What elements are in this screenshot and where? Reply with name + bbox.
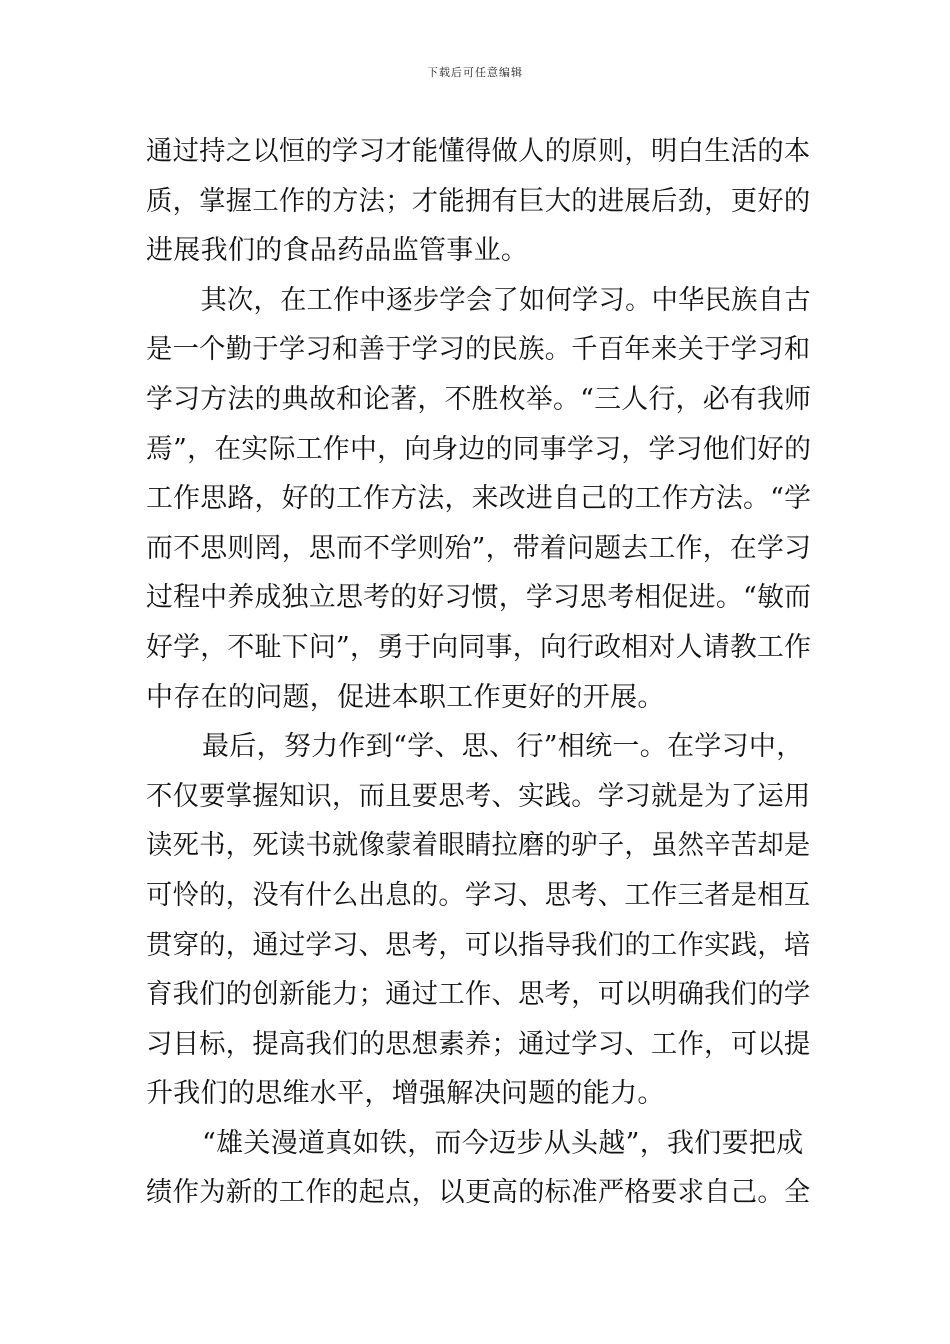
text-line: 而不思则罔，思而不学则殆”，带着问题去工作，在学习 — [146, 532, 812, 564]
text-line: 焉”，在实际工作中，向身边的同事学习，学习他们好的 — [146, 433, 812, 465]
document-body — [146, 127, 811, 1218]
text-line: 绩作为新的工作的起点，以更高的标准严格要求自己。全 — [146, 1177, 811, 1209]
text-line: 通过持之以恒的学习才能懂得做人的原则，明白生活的本 — [146, 136, 811, 167]
text-line: 升我们的思维水平，增强解决问题的能力。 — [146, 1078, 665, 1110]
text-line: 贯穿的，通过学习、思考，可以指导我们的工作实践，培 — [146, 929, 811, 961]
text-line: 是一个勤于学习和善于学习的民族。千百年来关于学习和 — [146, 334, 811, 366]
text-line: 学习方法的典故和论著，不胜枚举。“三人行，必有我师 — [146, 383, 812, 415]
text-line: 中存在的问题，促进本职工作更好的开展。 — [146, 681, 665, 713]
text-line: 进展我们的食品药品监管事业。 — [146, 235, 529, 267]
text-line: 习目标，提高我们的思想素养；通过学习、工作，可以提 — [146, 1028, 811, 1060]
text-line: 育我们的创新能力；通过工作、思考，可以明确我们的学 — [146, 979, 811, 1011]
text-line: 质，掌握工作的方法；才能拥有巨大的进展后劲，更好的 — [146, 185, 811, 217]
text-line: 不仅要掌握知识，而且要思考、实践。学习就是为了运用 — [146, 780, 811, 812]
text-line: 好学，不耻下问”，勇于向同事，向行政相对人请教工作 — [146, 631, 812, 663]
text-line: 其次，在工作中逐步学会了如何学习。中华民族自古 — [200, 284, 811, 316]
text-line: 可怜的，没有什么出息的。学习、思考、工作三者是相互 — [146, 879, 811, 911]
text-line: 过程中养成独立思考的好习惯，学习思考相促进。“敏而 — [146, 582, 812, 614]
text-line: 工作思路，好的工作方法，来改进自己的工作方法。“学 — [146, 483, 812, 515]
text-line: 最后，努力作到“学、思、行”相统一。在学习中， — [202, 731, 804, 763]
text-line: “雄关漫道真如铁，而今迈步从头越”，我们要把成 — [202, 1127, 804, 1159]
text-line: 读死书，死读书就像蒙着眼睛拉磨的驴子，虽然辛苦却是 — [146, 830, 811, 862]
page-header: 下载后可任意编辑 — [427, 66, 523, 79]
